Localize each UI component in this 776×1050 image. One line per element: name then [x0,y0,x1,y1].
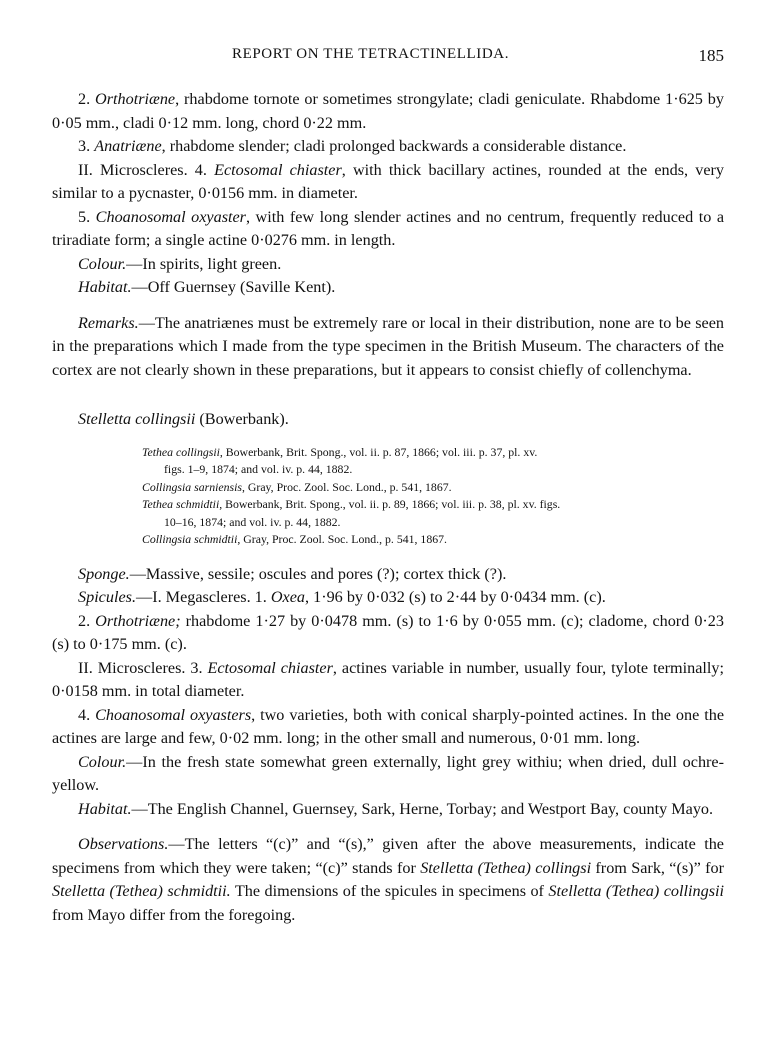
spicule-name: Ectosomal chiaster [214,160,342,179]
paragraph-sponge [52,563,724,587]
paragraph-habitat [52,276,724,300]
section-label: Colour. [78,254,127,273]
paragraph-orthotriaene [52,88,724,135]
paragraph-text: —The anatriænes must be extremely rare or local in their distribution, none are to be seen in the preparations which I made from the type specimen in the British Museum. The characters of the cortex are not clearly shown in these preparations, but it appears to consist chiefly of collenchyma. [52,313,724,379]
synonymy-entry [142,496,724,531]
paragraph-orthotriaene-b [52,610,724,657]
paragraph-text: , rhabdome slender; cladi prolonged backwards a considerable distance. [161,137,627,155]
paragraph-text: from Sark, “(s)” for [591,858,724,877]
synonymy-entry [142,479,724,497]
paragraph-text: , actines variable in number, usually four, tylote terminally; 0·0158 mm. in total diameter. [52,658,724,700]
spicule-name: Orthotriæne [95,90,176,108]
paragraph-text: The dimensions of the spicules in specimens of [230,882,549,900]
paragraph-microscleres-b [52,657,724,704]
paragraph-choanosomal-oxyaster [52,206,724,253]
spicule-name: Orthotriæne; [95,611,181,630]
synonym-citation: , Bowerbank, Brit. Spong., vol. ii. p. 87, 1866; vol. iii. p. 37, pl. xv. [219,444,538,459]
paragraph-text: —In spirits, light green. [126,254,282,273]
paragraph-anatriaene [52,135,724,159]
paragraph-remarks [52,312,724,383]
paragraph-observations [52,833,724,927]
section-label: Sponge. [78,564,130,583]
item-number: II. Microscleres. 3. [78,658,208,677]
paragraph-text: , two varieties, both with conical sharply-pointed actines. In the one the actines are large and few, 0·02 mm. long; in the other small and numerous, 0·01 mm. long. [52,705,725,747]
paragraph-text: , rhabdome tornote or sometimes strongylate; cladi geniculate. Rhabdome 1·625 by 0·05 mm., cladi 0·12 mm. long, chord 0·22 mm. [52,90,724,132]
running-title: REPORT ON THE TETRACTINELLIDA. [232,46,510,62]
species-name: Stelletta (Tethea) collingsii [548,882,724,900]
synonym-citation: , Gray, Proc. Zool. Soc. Lond., p. 541, 1867. [237,532,447,546]
synonym-name: Tethea schmidtii [142,497,220,511]
species-authority: (Bowerbank). [195,410,289,428]
synonym-name: Collingsia schmidtii [142,532,238,546]
paragraph-text: , with few long slender actines and no centrum, frequently reduced to a triradiate form; a single actine 0·0276 mm. in length. [52,207,725,249]
species-name: Stelletta (Tethea) schmidtii. [52,882,231,900]
spicule-name: Ectosomal chiaster [207,658,333,677]
spicule-name: Choanosomal oxyaster [95,207,246,226]
paragraph-text: —In the fresh state somewhat green externally, light grey withiu; when dried, dull ochre-yellow. [52,752,724,794]
synonym-name: Tethea collingsii [142,444,220,459]
species-heading [52,408,724,432]
item-number: II. Microscleres. 4. [78,160,215,179]
section-label: Spicules. [78,588,136,606]
paragraph-choanosomal-oxyasters [52,704,724,751]
item-number: 3. [78,137,95,155]
section-label: Colour. [78,752,127,771]
section-label: Remarks. [78,313,139,332]
item-number: 4. [78,705,96,724]
page-number: 185 [698,46,724,65]
paragraph-text: —Massive, sessile; oscules and pores (?); cortex thick (?). [129,564,507,583]
paragraph-colour [52,253,724,277]
paragraph-text: —Off Guernsey (Saville Kent). [131,278,336,296]
item-number: 2. [78,611,96,630]
paragraph-text: , 1·96 by 0·032 (s) to 2·44 by 0·0434 mm. (c). [305,588,606,606]
synonym-citation: , Bowerbank, Brit. Spong., vol. ii. p. 89, 1866; vol. iii. p. 38, pl. xv. figs. [219,497,561,511]
synonym-name: Collingsia sarniensis [142,479,242,494]
section-label: Observations. [78,835,169,853]
body-text [52,88,724,927]
paragraph-habitat-b [52,798,724,822]
spicule-name: Anatriæne [94,137,162,155]
page-header [0,46,776,68]
paragraph-microscleres [52,159,724,206]
synonymy-list [52,444,724,549]
section-label: Habitat. [78,278,132,296]
paragraph-text: —I. Megascleres. 1. [136,588,271,606]
item-number: 5. [78,207,96,226]
synonymy-entry [142,531,724,549]
paragraph-spicules [52,586,724,610]
paragraph-text: , with thick bacillary actines, rounded at the ends, very similar to a pycnaster, 0·0156 mm. in diameter. [52,160,724,202]
item-number: 2. [78,90,96,108]
paragraph-text: rhabdome 1·27 by 0·0478 mm. (s) to 1·6 by 0·055 mm. (c); cladome, chord 0·23 (s) to 0·175 mm. (c). [52,611,724,653]
synonym-citation-cont: 10–16, 1874; and vol. iv. p. 44, 1882. [164,514,341,529]
spicule-name: Oxea [270,588,306,606]
paragraph-text: —The English Channel, Guernsey, Sark, Herne, Torbay; and Westport Bay, county Mayo. [131,799,714,818]
species-name: Stelletta collingsii [78,410,196,428]
paragraph-text: from Mayo differ from the foregoing. [52,905,296,924]
spicule-name: Choanosomal oxyasters [95,705,252,724]
species-name: Stelletta (Tethea) collingsi [420,858,592,877]
paragraph-text: —The letters “(c)” and “(s),” given after the above measurements, indicate the specimens from which they were taken; “(c)” stands for [52,835,724,877]
paragraph-colour-b [52,751,724,798]
section-label: Habitat. [78,799,132,818]
synonym-citation: , Gray, Proc. Zool. Soc. Lond., p. 541, 1867. [241,479,452,494]
synonym-citation-cont: figs. 1–9, 1874; and vol. iv. p. 44, 1882. [164,462,353,476]
synonymy-entry [142,444,724,479]
